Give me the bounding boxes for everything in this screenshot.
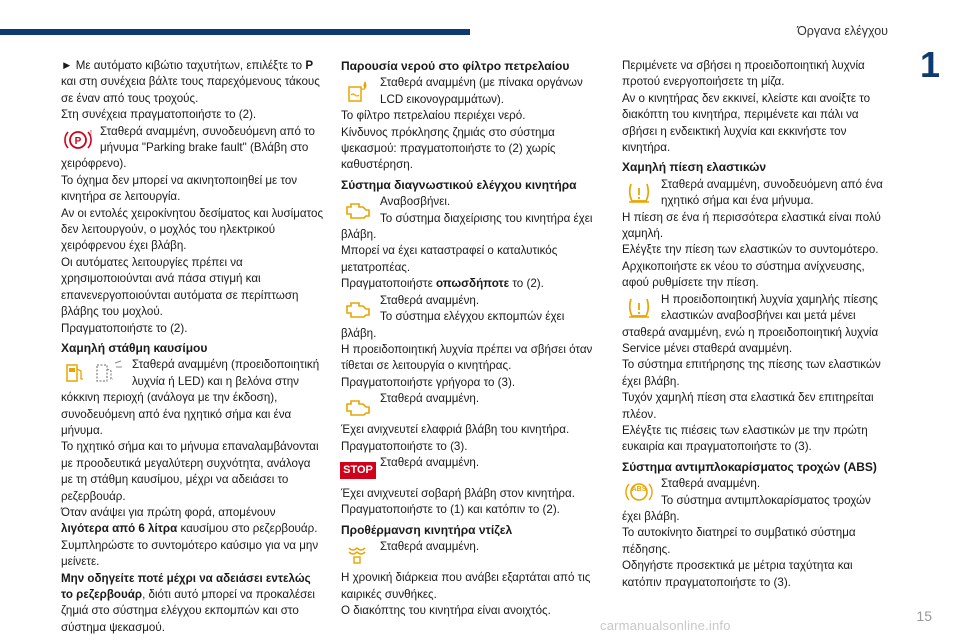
fuel-text-1: Σταθερά αναμμένη (προειδοποιητική λυχνία ή LED) και η βελόνα στην κόκκινη περιοχή (ανάλογα με την έκδοση), συνοδευόμενη από ένα ηχητικό σήμα και ένα μήνυμα.: [61, 358, 320, 437]
gear-p-label: P: [305, 59, 314, 72]
diag-text-11: Πραγματοποιήστε το (3).: [341, 439, 468, 453]
tyre-text-8: Ελέγξτε τις πιέσεις των ελαστικών με την πρώτη ευκαιρία και πραγματοποιήστε το (3).: [622, 423, 868, 454]
tyre-text-6: Το σύστημα επιτήρησης της πίεσης των ελαστικών έχει βλάβη.: [622, 358, 881, 388]
diag-text-3: Μπορεί να έχει καταστραφεί ο καταλυτικός μετατροπέας.: [341, 244, 558, 274]
abs-icon: [622, 477, 656, 507]
parking-brake-icon: [61, 125, 95, 155]
tyre-text-4: Αρχικοποιήστε εκ νέου το σύστημα ανίχνευσης, αφού ρυθμίσετε την πίεση.: [622, 259, 865, 290]
intro-action: Στη συνέχεια πραγματοποιήστε το (2).: [61, 108, 257, 122]
fuel-text-3c: καυσίμου στο ρεζερβουάρ.: [180, 522, 318, 536]
svg-text:!: !: [90, 129, 92, 137]
intro-paragraph: [61, 58, 324, 107]
water-in-fuel-icon: [341, 76, 375, 106]
abs-label: ABS: [631, 486, 647, 494]
tyre-text-5: Η προειδοποιητική λυχνία χαμηλής πίεσης ελαστικών αναβοσβήνει και μετά μένει σταθερά αναμμένη, ενώ η προειδοποιητική λυχνία Service μένει σταθερά αναμμένη.: [622, 292, 879, 355]
diag-heading: Σύστημα διαγνωστικού ελέγχου κινητήρα: [341, 177, 577, 192]
tyre-text-3: Ελέγξτε την πίεση των ελαστικών το συντομότερο.: [622, 243, 879, 257]
chapter-number: 1: [919, 44, 940, 85]
intro-text: Με αυτόματο κιβώτιο ταχυτήτων, επιλέξτε το: [75, 59, 303, 72]
fuel-text-4: Συμπληρώστε το συντομότερο καύσιμο για να μην μείνετε.: [61, 538, 319, 569]
column-3: [622, 58, 885, 591]
header-title: Όργανα ελέγχου: [797, 24, 888, 38]
diag-text-4a: Πραγματοποιήστε: [341, 277, 433, 291]
engine-icon: [341, 294, 375, 324]
tyre-text-7: Τυχόν χαμηλή πίεση στα ελαστικά δεν επιτηρείται πλέον.: [622, 391, 874, 421]
parking-text-2: Το όχημα δεν μπορεί να ακινητοποιηθεί με τον κινητήρα σε λειτουργία.: [61, 173, 298, 204]
diag-text-8: Πραγματοποιήστε γρήγορα το (3).: [341, 375, 516, 389]
abs-text-4: Οδηγήστε προσεκτικά με μέτρια ταχύτητα και κατόπιν πραγματοποιήστε το (3).: [622, 559, 853, 589]
column-1: [61, 58, 324, 636]
water-heading: Παρουσία νερού στο φίλτρο πετρελαίου: [341, 59, 570, 73]
diag-text-10: Έχει ανιχνευτεί ελαφριά βλάβη του κινητήρα.: [341, 423, 570, 437]
diag-text-2: Το σύστημα διαχείρισης του κινητήρα έχει βλάβη.: [341, 211, 593, 242]
abs-text-2: Το σύστημα αντιμπλοκαρίσματος τροχών έχει βλάβη.: [622, 493, 871, 523]
fuel-text-3a: Όταν ανάψει για πρώτη φορά, απομένουν: [61, 505, 276, 519]
parking-text-4: Οι αυτόματες λειτουργίες πρέπει να χρησιμοποιούνται ανά πάσα στιγμή και επανενεργοποιούνται αυτόματα σε περίπτωση βλάβης του μοχλού.: [61, 255, 299, 319]
diag-text-9: Σταθερά αναμμένη.: [380, 392, 480, 406]
fuel-text-5a: Μην οδηγείτε ποτέ μέχρι να αδειάσει εντελώς το ρεζερβουάρ: [61, 571, 311, 601]
parking-text-3: Αν οι εντολές χειροκίνητου δεσίματος και λυσίματος δεν λειτουργούν, ο μοχλός του ηλεκτρικού χειρόφρενου έχει βλάβη.: [61, 206, 324, 253]
fuel-text-3: [61, 505, 324, 538]
glow-heading: Προθέρμανση κινητήρα ντίζελ: [341, 522, 513, 537]
water-text-1: Σταθερά αναμμένη (με πίνακα οργάνων LCD εικονογραμμάτων).: [380, 76, 583, 106]
fuel-text-5b: , διότι αυτό μπορεί να προκαλέσει ζημιά στο σύστημα ελέγχου εκπομπών και στο σύστημα ψεκασμού.: [61, 588, 315, 634]
page-number: 15: [916, 608, 932, 624]
fuel-text-2: Το ηχητικό σήμα και το μήνυμα επαναλαμβάνονται με προοδευτικά μεγαλύτερη συχνότητα, ανάλογα με τη στάθμη καυσίμου, μέχρι να αδειάσει το ρεζερβουάρ.: [61, 440, 319, 503]
diag-text-4c: το (2).: [512, 277, 544, 291]
header-accent-bar: [0, 29, 470, 35]
wait-text-1: Περιμένετε να σβήσει η προειδοποιητική λυχνία προτού ενεργοποιήσετε τη μίζα.: [622, 59, 865, 89]
diag-text-5: Σταθερά αναμμένη.: [380, 293, 480, 307]
abs-text-3: Το αυτοκίνητο διατηρεί το συμβατικό σύστημα πέδησης.: [622, 526, 856, 556]
diag-text-6: Το σύστημα ελέγχου εκπομπών έχει βλάβη.: [341, 310, 565, 340]
watermark: carmanualsonline.info: [600, 618, 731, 633]
wait-text-2: Αν ο κινητήρας δεν εκκινεί, κλείστε και ανοίξτε το διακόπτη του κινητήρα, περιμένετε και πάλι να σβήσει η ενδεικτική λυχνία και εκκινήστε τον κινητήρα.: [622, 91, 871, 155]
diag-text-13: Έχει ανιχνευτεί σοβαρή βλάβη στον κινητήρα.: [341, 486, 575, 500]
tyre-heading: Χαμηλή πίεση ελαστικών: [622, 160, 767, 175]
fuel-text-5: [61, 571, 324, 637]
fuel-text-3b: λιγότερα από 6 λίτρα: [61, 522, 178, 536]
diag-text-4: [341, 276, 596, 292]
abs-heading: Σύστημα αντιμπλοκαρίσματος τροχών (ABS): [622, 459, 877, 474]
engine-icon: [341, 392, 375, 422]
fuel-heading: Χαμηλή στάθμη καυσίμου: [61, 340, 208, 355]
glow-text-1: Σταθερά αναμμένη.: [380, 540, 480, 554]
tyre-pressure-icon: [622, 293, 656, 323]
tyre-pressure-icon: [622, 178, 656, 208]
svg-text:P: P: [74, 135, 82, 147]
diag-text-12: Σταθερά αναμμένη.: [380, 455, 480, 469]
water-text-2: Το φίλτρο πετρελαίου περιέχει νερό.: [341, 109, 526, 123]
glow-text-2: Η χρονική διάρκεια που ανάβει εξαρτάται από τις καιρικές συνθήκες.: [341, 571, 591, 601]
glow-text-3: Ο διακόπτης του κινητήρα είναι ανοιχτός.: [341, 603, 551, 617]
engine-icon: [341, 195, 375, 225]
fuel-pump-icon: [61, 358, 127, 388]
intro-text-2: και στη συνέχεια βάλτε τους παρεχόμενους τάκους σε έναν από τους τροχούς.: [61, 75, 320, 105]
stop-warning-icon: [341, 456, 375, 486]
water-text-3: Κίνδυνος πρόκλησης ζημιάς στο σύστημα ψεκασμού: πραγματοποιήστε το (2) χωρίς καθυστέρηση.: [341, 125, 556, 172]
tyre-text-1: Σταθερά αναμμένη, συνοδευόμενη από ένα ηχητικό σήμα και ένα μήνυμα.: [661, 177, 883, 208]
parking-fault-text: Σταθερά αναμμένη, συνοδευόμενη από το μήνυμα "Parking brake fault" (Βλάβη στο χειρόφρενο).: [61, 124, 315, 171]
glow-plug-icon: [341, 540, 375, 570]
diag-text-7: Η προειδοποιητική λυχνία πρέπει να σβήσει όταν τίθεται σε λειτουργία ο κινητήρας.: [341, 342, 593, 373]
abs-text-1: Σταθερά αναμμένη.: [661, 477, 761, 491]
diag-text-1: Αναβοσβήνει.: [380, 195, 451, 209]
parking-text-5: Πραγματοποιήστε το (2).: [61, 321, 188, 335]
diag-text-4b: οπωσδήποτε: [436, 277, 510, 291]
column-2: [341, 58, 596, 619]
tyre-text-2: Η πίεση σε ένα ή περισσότερα ελαστικά είναι πολύ χαμηλή.: [622, 210, 881, 241]
bullet-icon: ►: [61, 59, 73, 72]
diag-text-14: Πραγματοποιήστε το (1) και κατόπιν το (2).: [341, 503, 560, 517]
stop-label: STOP: [340, 462, 376, 479]
